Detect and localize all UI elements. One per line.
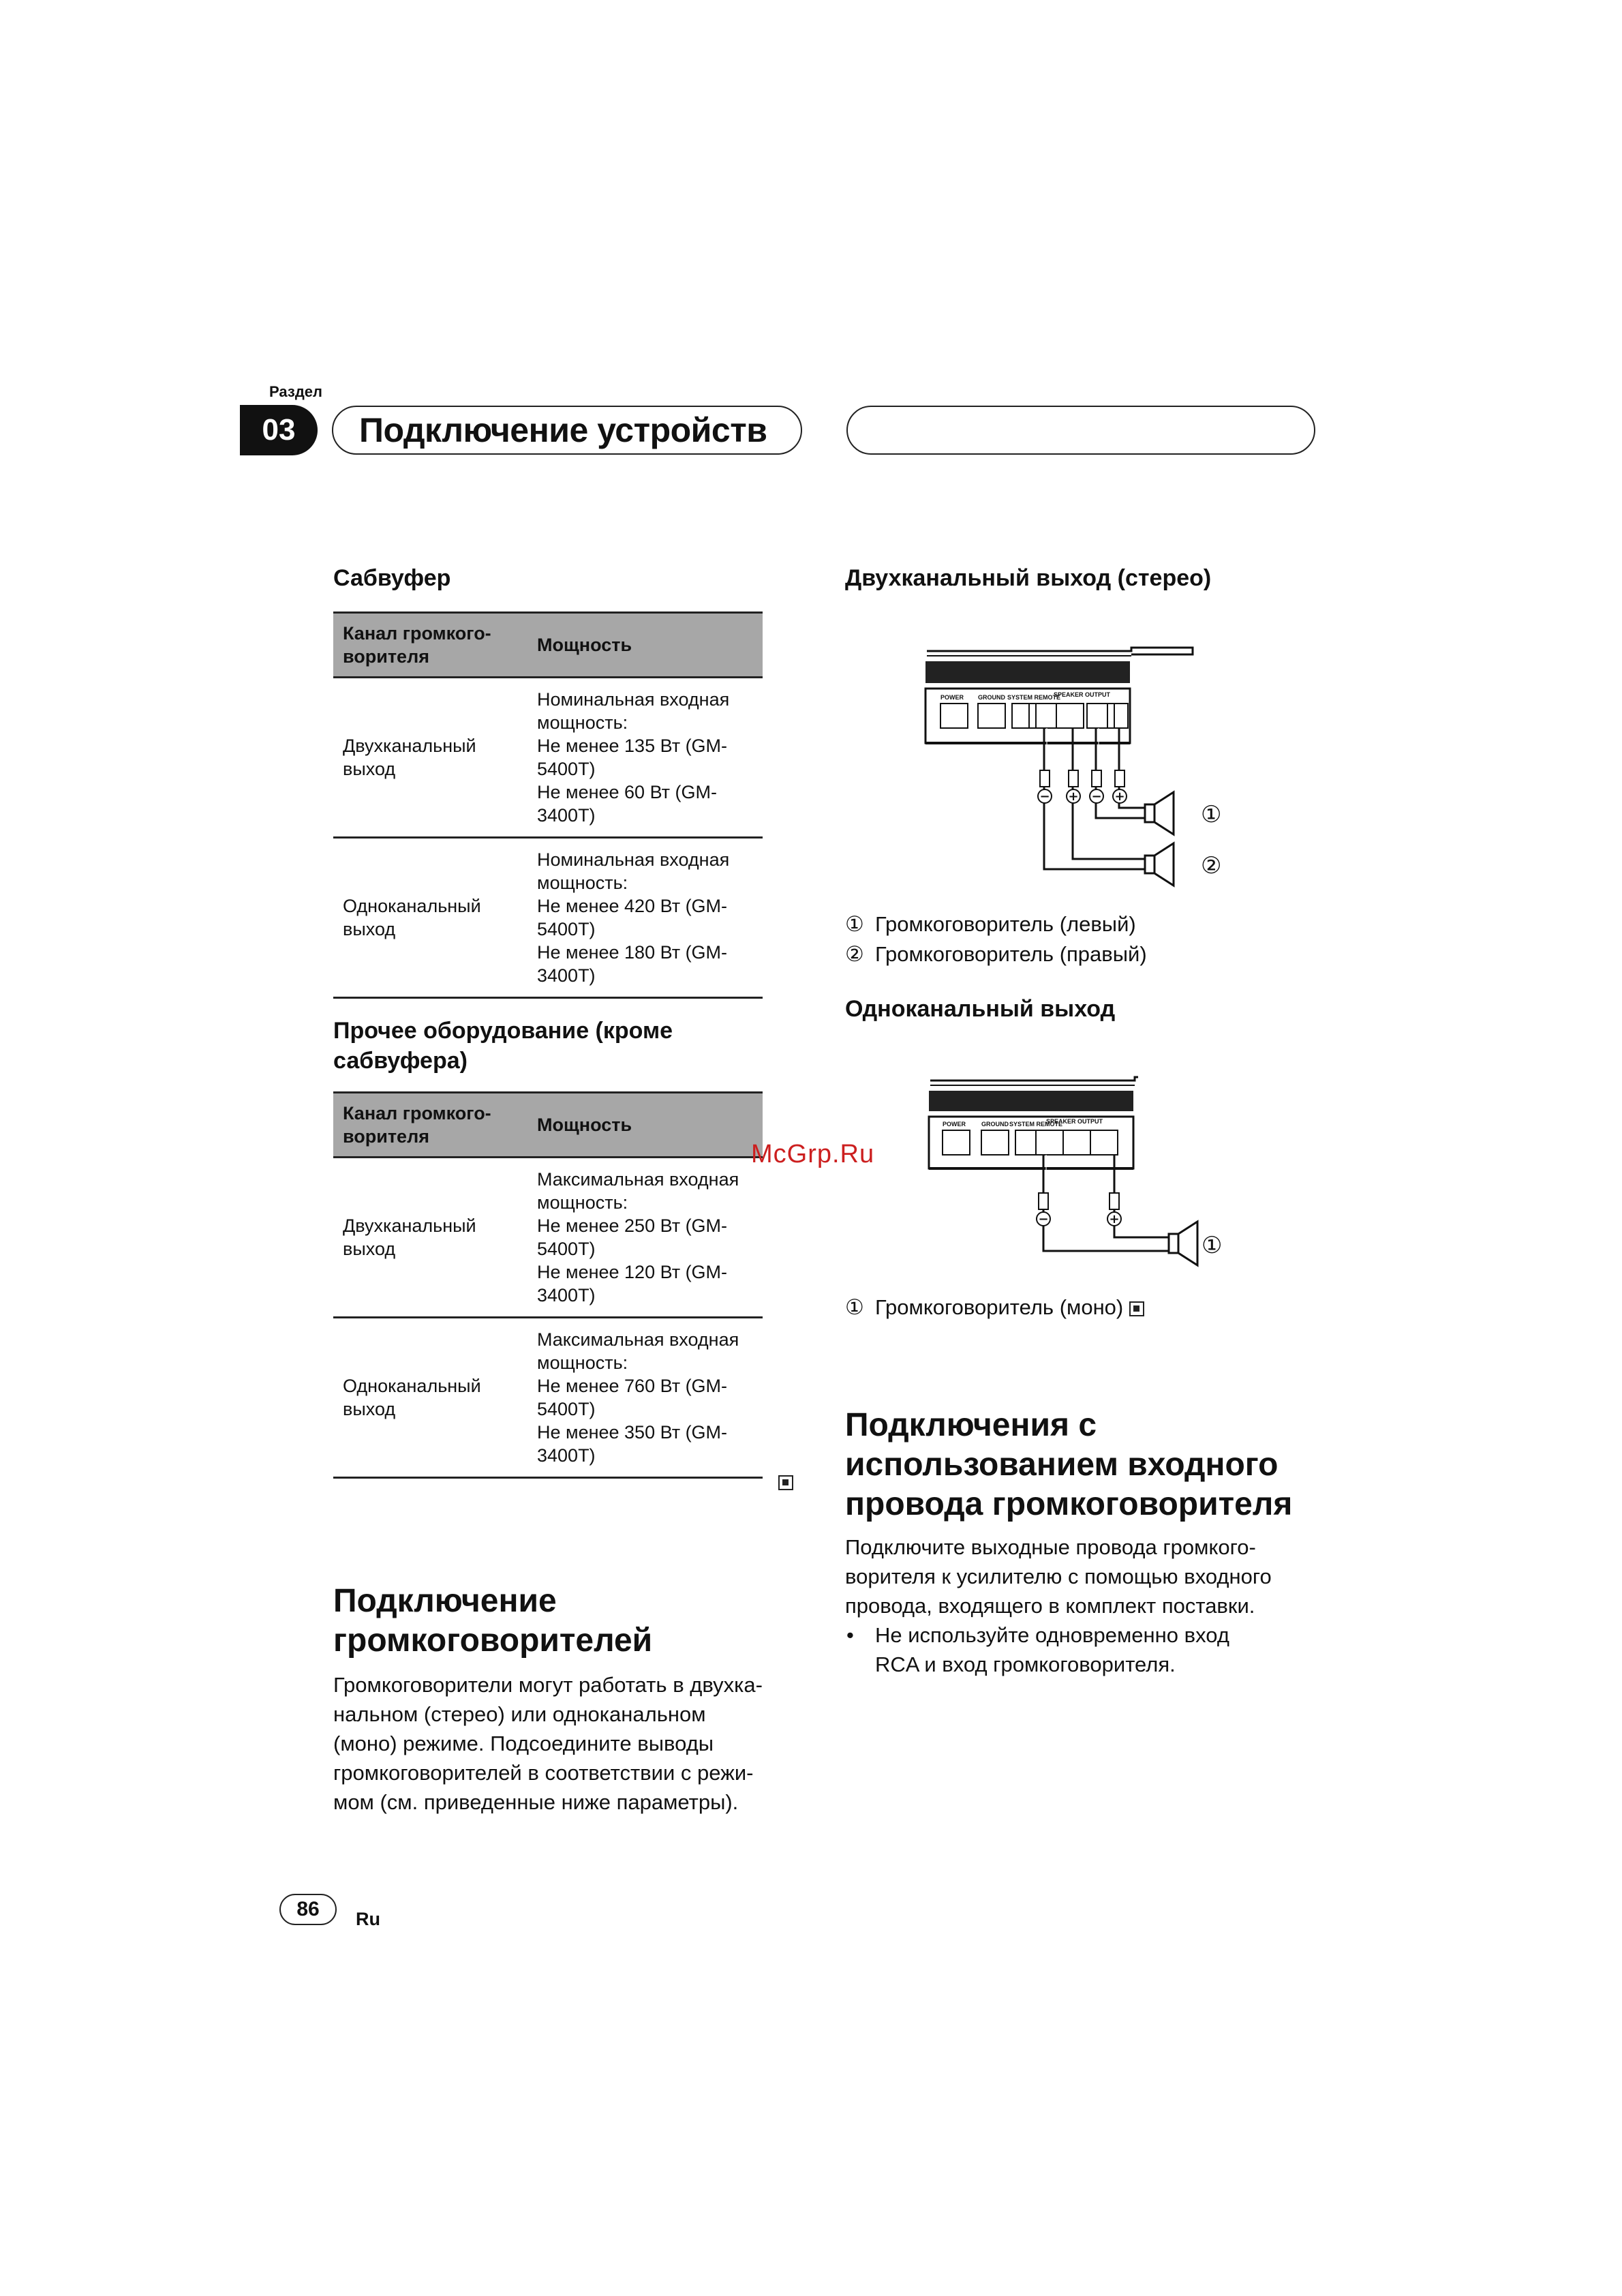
mono-legend [845,1293,1144,1323]
legend-item [845,1293,1144,1323]
panel-label-remote: SYSTEM REMOTE [1009,1121,1063,1128]
chapter-title [332,406,802,455]
speaker-icon [1145,792,1174,886]
power-cell: Номинальная входная мощность: Не менее 420 Вт (GM- 5400T) Не менее 180 Вт (GM- 3400T) [527,838,763,998]
speaker-connection-title: Подключение громкоговорителей [333,1583,653,1659]
language-code: Ru [356,1909,380,1929]
other-equipment-table [333,1091,763,1479]
marker-2: ② [1201,852,1222,879]
power-cell: Максимальная входная мощность: Не менее 760 Вт (GM- 5400T) Не менее 350 Вт (GM- 3400T) [527,1318,763,1478]
legend-item [845,939,1147,969]
panel-label-remote: SYSTEM REMOTE [1007,694,1061,701]
mono-wiring-diagram [923,1070,1257,1282]
input-wire-body: Подключите выходные провода громкого- ворителя к усилителю с помощью входного провода, входящего в комплект поставки. [845,1535,1272,1618]
section-label: Раздел [269,383,322,400]
panel-label-output: SPEAKER OUTPUT [1046,1118,1103,1125]
table-row [333,1318,763,1478]
table-row [333,678,763,838]
input-wire-notes [845,1620,1322,1679]
watermark: McGrp.Ru [751,1140,875,1168]
panel-label-output: SPEAKER OUTPUT [1054,691,1111,698]
legend-num: ① [845,912,864,936]
input-wire-title: Подключения с использованием входного провода громкоговорителя [845,1407,1293,1522]
end-mark-icon [1129,1301,1144,1316]
stereo-heading: Двухканальный выход (стерео) [845,565,1212,591]
marker-1: ① [1202,1232,1223,1259]
stereo-legend [845,909,1147,969]
speaker-connection-body: Громкоговорители могут работать в двухка- нальном (стерео) или одноканальном (моно) режиме. Подсоедините выводы громкоговорителей в соответствии с режи- мом (см. приведенные ниже параметры). [333,1673,763,1814]
table-row [333,1158,763,1318]
panel-label-ground: GROUND [981,1121,1009,1128]
speaker-icon [1169,1222,1197,1265]
polarity-minus-2: − [1091,789,1102,804]
col-channel-header: Канал громкого- ворителя [333,613,527,678]
channel-cell: Одноканальный выход [333,838,527,998]
subwoofer-heading: Сабвуфер [333,565,451,591]
list-item: • Не используйте одновременно вход RCA и вход громкоговорителя. [845,1620,1322,1679]
table-row [333,838,763,998]
power-cell: Максимальная входная мощность: Не менее 250 Вт (GM- 5400T) Не менее 120 Вт (GM- 3400T) [527,1158,763,1318]
other-equipment-heading: Прочее оборудование (кроме сабвуфера) [333,1018,673,1074]
channel-cell: Одноканальный выход [333,1318,527,1478]
legend-text: Громкоговоритель (правый) [875,942,1147,966]
panel-label-ground: GROUND [978,694,1005,701]
subwoofer-table [333,611,763,999]
channel-cell: Двухканальный выход [333,678,527,838]
col-power-header: Мощность [527,613,763,678]
stereo-wiring-diagram [920,641,1274,893]
polarity-plus-1: + [1068,789,1079,804]
polarity-plus-2: + [1114,789,1125,804]
polarity-minus: − [1038,1212,1049,1226]
channel-cell: Двухканальный выход [333,1158,527,1318]
chapter-title-text: Подключение устройств [359,411,767,449]
legend-num: ① [845,1295,864,1319]
legend-text: Громкоговоритель (моно) [875,1295,1124,1319]
legend-item [845,909,1147,939]
panel-label-power: POWER [943,1121,966,1128]
end-mark-icon [778,1475,793,1494]
polarity-minus-1: − [1039,789,1050,804]
col-channel-header: Канал громкого- ворителя [333,1093,527,1158]
col-power-header: Мощность [527,1093,763,1158]
chapter-number: 03 [240,405,318,455]
page-number: 86 [279,1894,337,1925]
marker-1: ① [1201,801,1222,828]
panel-label-power: POWER [940,694,964,701]
mono-heading: Одноканальный выход [845,996,1116,1022]
polarity-plus: + [1109,1212,1120,1226]
chapter-blank-box [846,406,1315,455]
power-cell: Номинальная входная мощность: Не менее 135 Вт (GM- 5400T) Не менее 60 Вт (GM- 3400T) [527,678,763,838]
legend-text: Громкоговоритель (левый) [875,912,1136,936]
legend-num: ② [845,942,864,966]
